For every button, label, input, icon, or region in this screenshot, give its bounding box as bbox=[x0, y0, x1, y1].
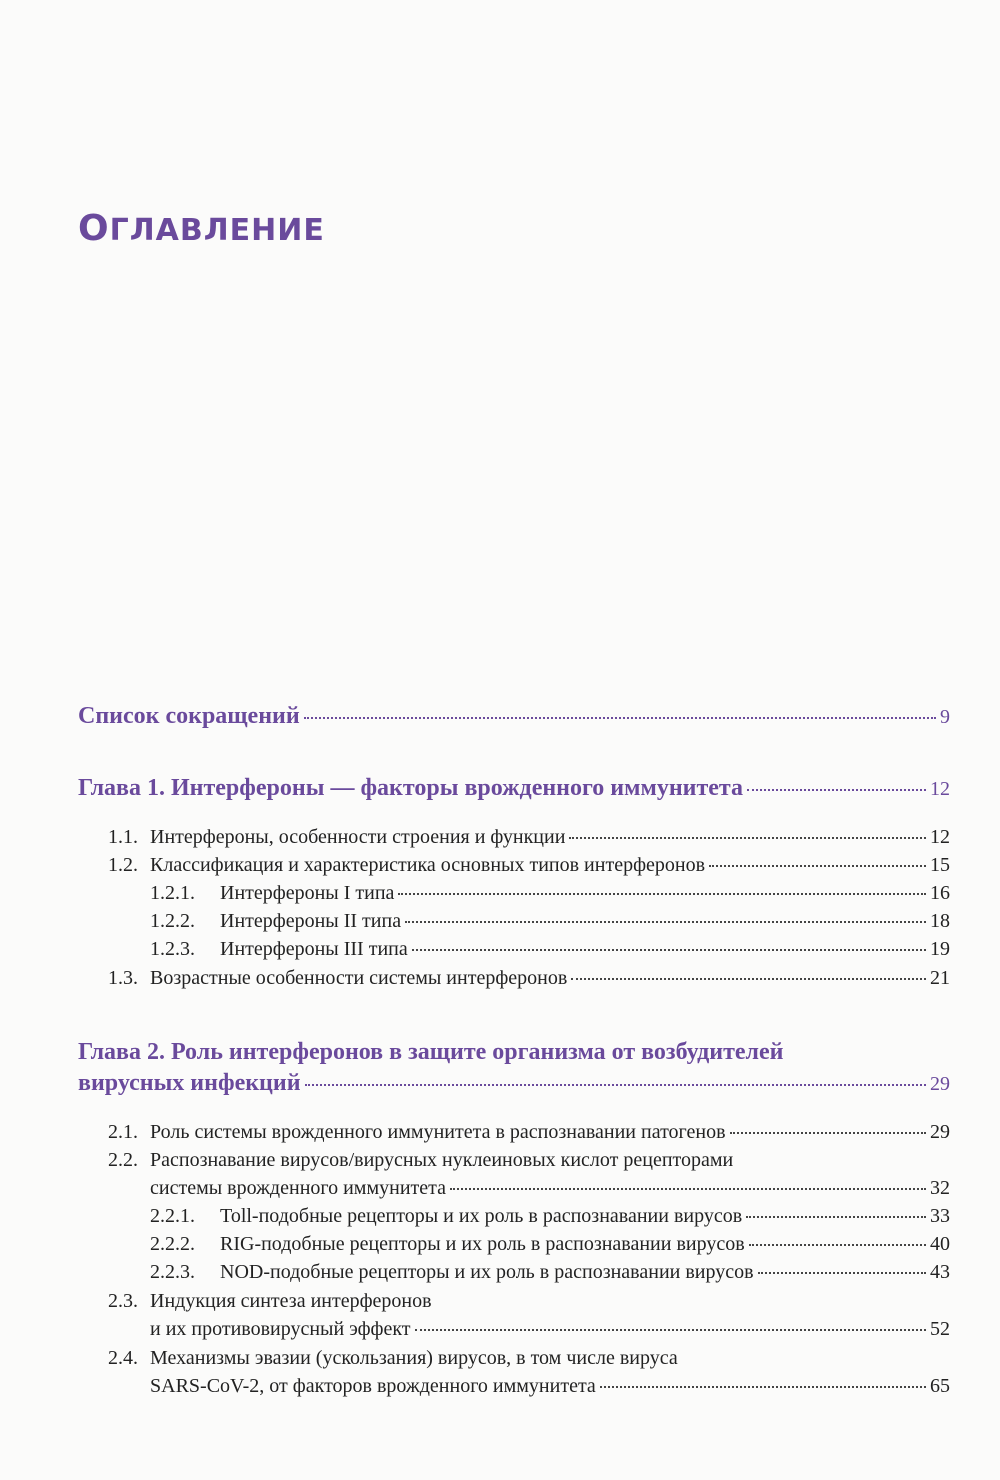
toc-section-1-2-3[interactable]: 1.2.3. Интерфероны III типа 19 bbox=[150, 938, 950, 960]
leader-dots bbox=[758, 1272, 926, 1274]
toc-section-1-2-1[interactable]: 1.2.1. Интерфероны I типа 16 bbox=[150, 882, 950, 904]
toc-section-2-2-line1[interactable]: 2.2. Распознавание вирусов/вирусных нуклеиновых кислот рецепторами bbox=[108, 1149, 734, 1171]
leader-dots bbox=[304, 717, 936, 719]
toc-chapter-1[interactable]: Глава 1. Интерфероны — факторы врожденного иммунитета 12 bbox=[78, 775, 950, 801]
leader-dots bbox=[571, 978, 926, 980]
leader-dots bbox=[412, 949, 926, 951]
toc-section-1-3[interactable]: 1.3. Возрастные особенности системы интерферонов 21 bbox=[108, 967, 950, 989]
toc-section-1-2[interactable]: 1.2. Классификация и характеристика основных типов интерферонов 15 bbox=[108, 854, 950, 876]
leader-dots bbox=[405, 921, 926, 923]
toc-section-2-4-line1[interactable]: 2.4. Механизмы эвазии (ускользания) вирусов, в том числе вируса bbox=[108, 1347, 678, 1369]
toc-section-2-2-2[interactable]: 2.2.2. RIG-подобные рецепторы и их роль в распознавании вирусов 40 bbox=[150, 1233, 950, 1255]
toc-chapter-2[interactable]: вирусных инфекций 29 bbox=[78, 1070, 950, 1096]
leader-dots bbox=[450, 1188, 926, 1190]
toc-section-2-2[interactable]: системы врожденного иммунитета 32 bbox=[150, 1177, 950, 1199]
toc-section-2-3-line1[interactable]: 2.3. Индукция синтеза интерферонов bbox=[108, 1290, 432, 1312]
page-title bbox=[78, 208, 325, 249]
toc-section-1-1[interactable]: 1.1. Интерфероны, особенности строения и функции 12 bbox=[108, 826, 950, 848]
title-initial: О bbox=[78, 208, 110, 249]
toc-section-2-4[interactable]: SARS-CoV-2, от факторов врожденного иммунитета 65 bbox=[150, 1375, 950, 1397]
toc-abbreviations[interactable]: Список сокращений 9 bbox=[78, 703, 950, 729]
leader-dots bbox=[709, 865, 926, 867]
toc-section-2-3[interactable]: и их противовирусный эффект 52 bbox=[150, 1318, 950, 1340]
leader-dots bbox=[747, 789, 926, 791]
leader-dots bbox=[398, 893, 926, 895]
leader-dots bbox=[305, 1084, 926, 1086]
leader-dots bbox=[600, 1386, 926, 1388]
title-rest: ГЛАВЛЕНИЕ bbox=[109, 213, 325, 248]
toc-section-2-2-1[interactable]: 2.2.1. Toll-подобные рецепторы и их роль в распознавании вирусов 33 bbox=[150, 1205, 950, 1227]
leader-dots bbox=[749, 1244, 926, 1246]
toc-chapter-2-line1[interactable]: Глава 2. Роль интерферонов в защите организма от возбудителей bbox=[78, 1039, 784, 1065]
leader-dots bbox=[730, 1132, 926, 1134]
leader-dots bbox=[415, 1329, 926, 1331]
toc-section-1-2-2[interactable]: 1.2.2. Интерфероны II типа 18 bbox=[150, 910, 950, 932]
toc-section-2-2-3[interactable]: 2.2.3. NOD-подобные рецепторы и их роль в распознавании вирусов 43 bbox=[150, 1261, 950, 1283]
leader-dots bbox=[569, 837, 926, 839]
toc-section-2-1[interactable]: 2.1. Роль системы врожденного иммунитета в распознавании патогенов 29 bbox=[108, 1121, 950, 1143]
leader-dots bbox=[746, 1216, 926, 1218]
